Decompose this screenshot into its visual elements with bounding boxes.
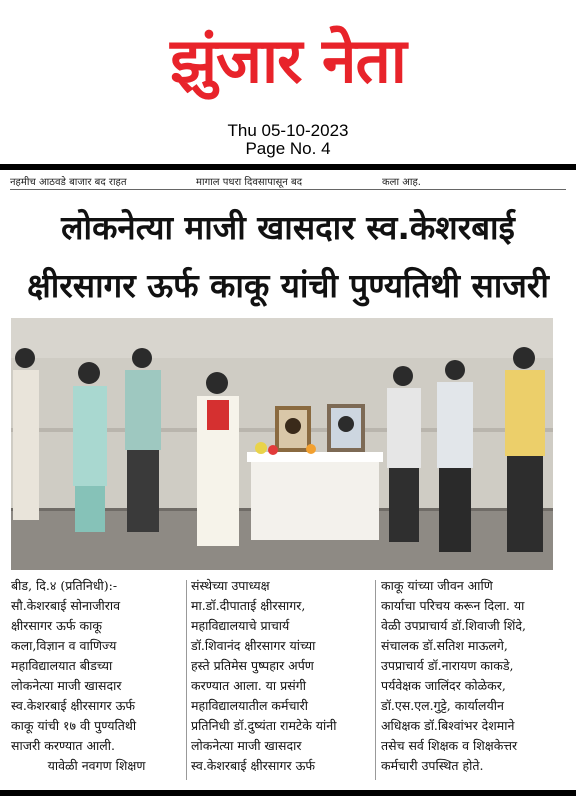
issue-date: Thu 05-10-2023 <box>227 121 349 140</box>
strip-rule <box>10 189 566 190</box>
article-line: यावेळी नवगण शिक्षण <box>47 758 146 773</box>
masthead-title: झुंजार नेता <box>170 24 406 97</box>
article-column-2 <box>191 576 371 776</box>
article-line: बीड, दि.४ (प्रतिनिधी):- <box>11 578 118 593</box>
bottom-rule <box>0 790 576 796</box>
group-photo <box>11 318 553 570</box>
article-line: पर्यवेक्षक जालिंदर कोळेकर, <box>381 678 506 693</box>
article-line: सौ.केशरबाई सोनाजीराव <box>11 598 121 613</box>
article-line: कला,विज्ञान व वाणिज्य <box>11 638 117 653</box>
article-line: संचालक डॉ.सतिश माऊलगे, <box>381 638 508 653</box>
article-line: महाविद्यालयात बीडच्या <box>11 658 113 673</box>
article-line: साजरी करण्यात आली. <box>11 738 115 753</box>
headline-line-2: क्षीरसागर ऊर्फ काकू यांची पुण्यतिथी साजरी <box>27 266 549 305</box>
article-line: स्व.केशरबाई क्षीरसागर ऊर्फ <box>11 698 136 713</box>
article-line: लोकनेत्या माजी खासदार <box>11 678 122 693</box>
strip-text-middle: मागाल पधरा दिवसापासून बद <box>196 177 303 188</box>
column-divider <box>186 580 187 780</box>
article-line: करण्यात आला. या प्रसंगी <box>191 678 306 693</box>
article-line: लोकनेत्या माजी खासदार <box>191 738 302 753</box>
strip-text-right: कला आह. <box>382 177 421 188</box>
article-line: संस्थेच्या उपाध्यक्ष <box>191 578 270 593</box>
dateline <box>0 122 576 158</box>
article-line: वेळी उपप्राचार्य डॉ.शिवाजी शिंदे, <box>381 618 527 633</box>
top-rule <box>0 164 576 170</box>
group-photo-illustration <box>11 318 553 570</box>
article-line: कर्मचारी उपस्थित होते. <box>381 758 484 773</box>
article-body <box>11 576 567 784</box>
article-line: डॉ.एस.एल.गुट्टे, कार्यालयीन <box>381 698 504 713</box>
article-line: डॉ.शिवानंद क्षीरसागर यांच्या <box>191 638 316 653</box>
article-column-3 <box>381 576 567 776</box>
article-line: काकू यांची १७ वी पुण्यतिथी <box>11 718 137 733</box>
headline-line-1: लोकनेत्या माजी खासदार स्व.केशरबाई <box>61 208 515 247</box>
article-line: तसेच सर्व शिक्षक व शिक्षकेत्तर <box>381 738 518 753</box>
article-column-1 <box>11 576 182 776</box>
article-line: कार्याचा परिचय करून दिला. या <box>381 598 525 613</box>
article-line: उपप्राचार्य डॉ.नारायण काकडे, <box>381 658 514 673</box>
article-line: हस्ते प्रतिमेस पुष्पहार अर्पण <box>191 658 314 673</box>
article-line: क्षीरसागर ऊर्फ काकू <box>11 618 102 633</box>
article-line: महाविद्यालयाचे प्राचार्य <box>191 618 290 633</box>
previous-article-strip <box>0 172 576 188</box>
column-divider <box>375 580 376 780</box>
article-line: प्रतिनिधी डॉ.दुष्यंता रामटेके यांनी <box>191 718 337 733</box>
article-line: अधिक्षक डॉ.बिश्वांभर देशमाने <box>381 718 515 733</box>
article-line: काकू यांच्या जीवन आणि <box>381 578 493 593</box>
article-line: मा.डॉ.दीपाताई क्षीरसागर, <box>191 598 306 613</box>
article-line: महाविद्यालयातील कर्मचारी <box>191 698 309 713</box>
strip-text-left: नहमीच आठवडे बाजार बद राहत <box>10 177 127 188</box>
page-number: Page No. 4 <box>245 139 331 158</box>
article-line: स्व.केशरबाई क्षीरसागर ऊर्फ <box>191 758 316 773</box>
